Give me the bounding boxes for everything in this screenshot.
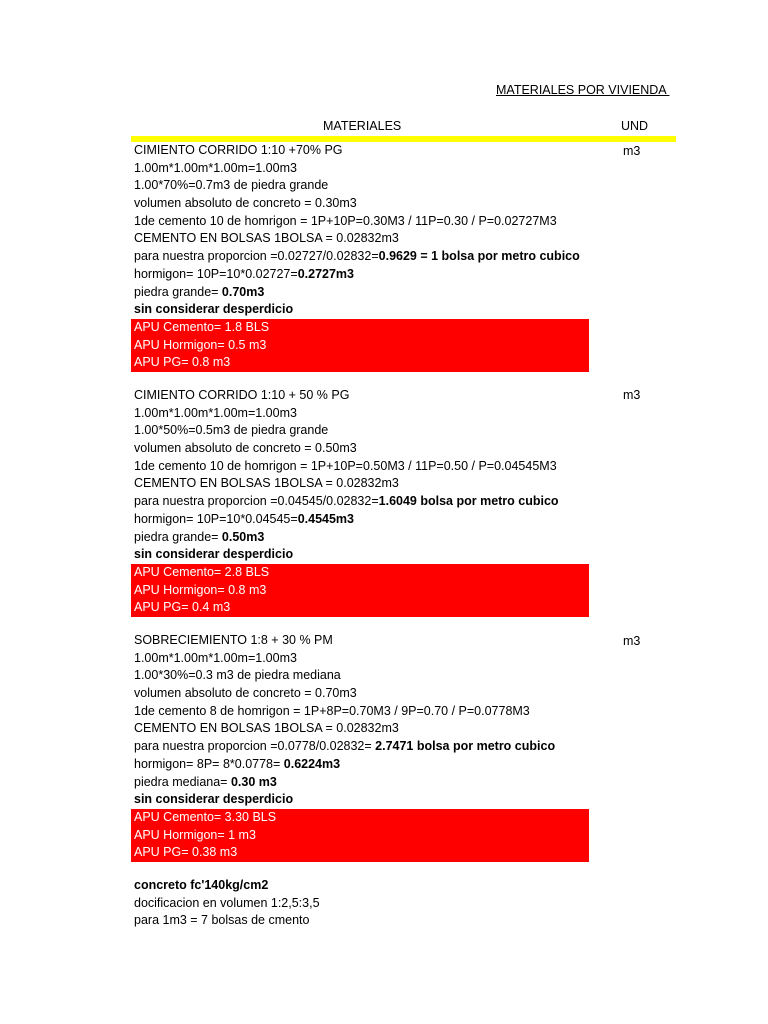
calc-line: piedra grande= 0.50m3 <box>134 529 265 544</box>
concrete-bags: para 1m3 = 7 bolsas de cmento <box>134 913 310 928</box>
calc-line: hormigon= 10P=10*0.02727=0.2727m3 <box>134 266 354 281</box>
column-header-materiales: MATERIALES <box>323 119 402 133</box>
apu-piedra: APU PG= 0.4 m3 <box>134 600 231 615</box>
concrete-dosage: docificacion en volumen 1:2,5:3,5 <box>134 895 320 910</box>
calc-line: sin considerar desperdicio <box>134 547 294 562</box>
apu-piedra: APU PG= 0.38 m3 <box>134 845 238 860</box>
section-cimiento-50 <box>134 387 694 617</box>
calc-line: para nuestra proporcion =0.02727/0.02832=0.9629 = 1 bolsa por metro cubico <box>134 249 580 264</box>
calc-line: piedra mediana= 0.30 m3 <box>134 774 277 789</box>
concrete-notes <box>134 877 320 930</box>
calc-line: piedra grande= 0.70m3 <box>134 284 265 299</box>
section-3-unit: m3 <box>623 634 641 648</box>
calc-line: 1.00*70%=0.7m3 de piedra grande <box>134 178 329 193</box>
apu-cemento: APU Cemento= 1.8 BLS <box>134 319 270 334</box>
calc-line: volumen absoluto de concreto = 0.50m3 <box>134 441 357 456</box>
apu-summary-block <box>131 809 589 862</box>
section-cimiento-70 <box>134 142 694 372</box>
apu-piedra: APU PG= 0.8 m3 <box>134 355 231 370</box>
page-title: MATERIALES POR VIVIENDA <box>496 83 670 97</box>
calc-line: 1de cemento 10 de homrigon = 1P+10P=0.30M3 / 11P=0.30 / P=0.02727M3 <box>134 213 557 228</box>
calc-line: hormigon= 10P=10*0.04545=0.4545m3 <box>134 511 354 526</box>
section-title: CIMIENTO CORRIDO 1:10 +70% PG <box>134 143 343 157</box>
calc-line: 1.00*50%=0.5m3 de piedra grande <box>134 423 329 438</box>
calc-line: 1.00m*1.00m*1.00m=1.00m3 <box>134 160 297 175</box>
calc-line: 1.00*30%=0.3 m3 de piedra mediana <box>134 668 341 683</box>
column-header-und: UND <box>621 119 649 133</box>
apu-hormigon: APU Hormigon= 1 m3 <box>134 827 256 842</box>
calc-line: sin considerar desperdicio <box>134 302 294 317</box>
apu-hormigon: APU Hormigon= 0.8 m3 <box>134 582 267 597</box>
calc-line: CEMENTO EN BOLSAS 1BOLSA = 0.02832m3 <box>134 231 399 246</box>
calc-line: CEMENTO EN BOLSAS 1BOLSA = 0.02832m3 <box>134 721 399 736</box>
calc-line: hormigon= 8P= 8*0.0778= 0.6224m3 <box>134 756 341 771</box>
section-1-unit: m3 <box>623 144 641 158</box>
calc-line: volumen absoluto de concreto = 0.70m3 <box>134 686 357 701</box>
calc-line: 1.00m*1.00m*1.00m=1.00m3 <box>134 650 297 665</box>
calc-line: para nuestra proporcion =0.04545/0.02832=1.6049 bolsa por metro cubico <box>134 494 559 509</box>
calc-line: CEMENTO EN BOLSAS 1BOLSA = 0.02832m3 <box>134 476 399 491</box>
section-2-unit: m3 <box>623 388 641 402</box>
calc-line: para nuestra proporcion =0.0778/0.02832= 2.7471 bolsa por metro cubico <box>134 739 556 754</box>
apu-cemento: APU Cemento= 2.8 BLS <box>134 564 270 579</box>
section-sobrecimiento-30 <box>134 632 694 862</box>
section-title: CIMIENTO CORRIDO 1:10 + 50 % PG <box>134 388 350 402</box>
calc-line: 1de cemento 10 de homrigon = 1P+10P=0.50M3 / 11P=0.50 / P=0.04545M3 <box>134 458 557 473</box>
calc-line: 1.00m*1.00m*1.00m=1.00m3 <box>134 405 297 420</box>
section-title: SOBRECIEMIENTO 1:8 + 30 % PM <box>134 633 333 647</box>
calc-line: 1de cemento 8 de homrigon = 1P+8P=0.70M3 / 9P=0.70 / P=0.0778M3 <box>134 703 530 718</box>
apu-cemento: APU Cemento= 3.30 BLS <box>134 809 277 824</box>
concrete-title: concreto fc'140kg/cm2 <box>134 878 269 892</box>
calc-line: volumen absoluto de concreto = 0.30m3 <box>134 196 357 211</box>
calc-line: sin considerar desperdicio <box>134 792 294 807</box>
apu-hormigon: APU Hormigon= 0.5 m3 <box>134 337 267 352</box>
apu-summary-block <box>131 319 589 372</box>
apu-summary-block <box>131 564 589 617</box>
